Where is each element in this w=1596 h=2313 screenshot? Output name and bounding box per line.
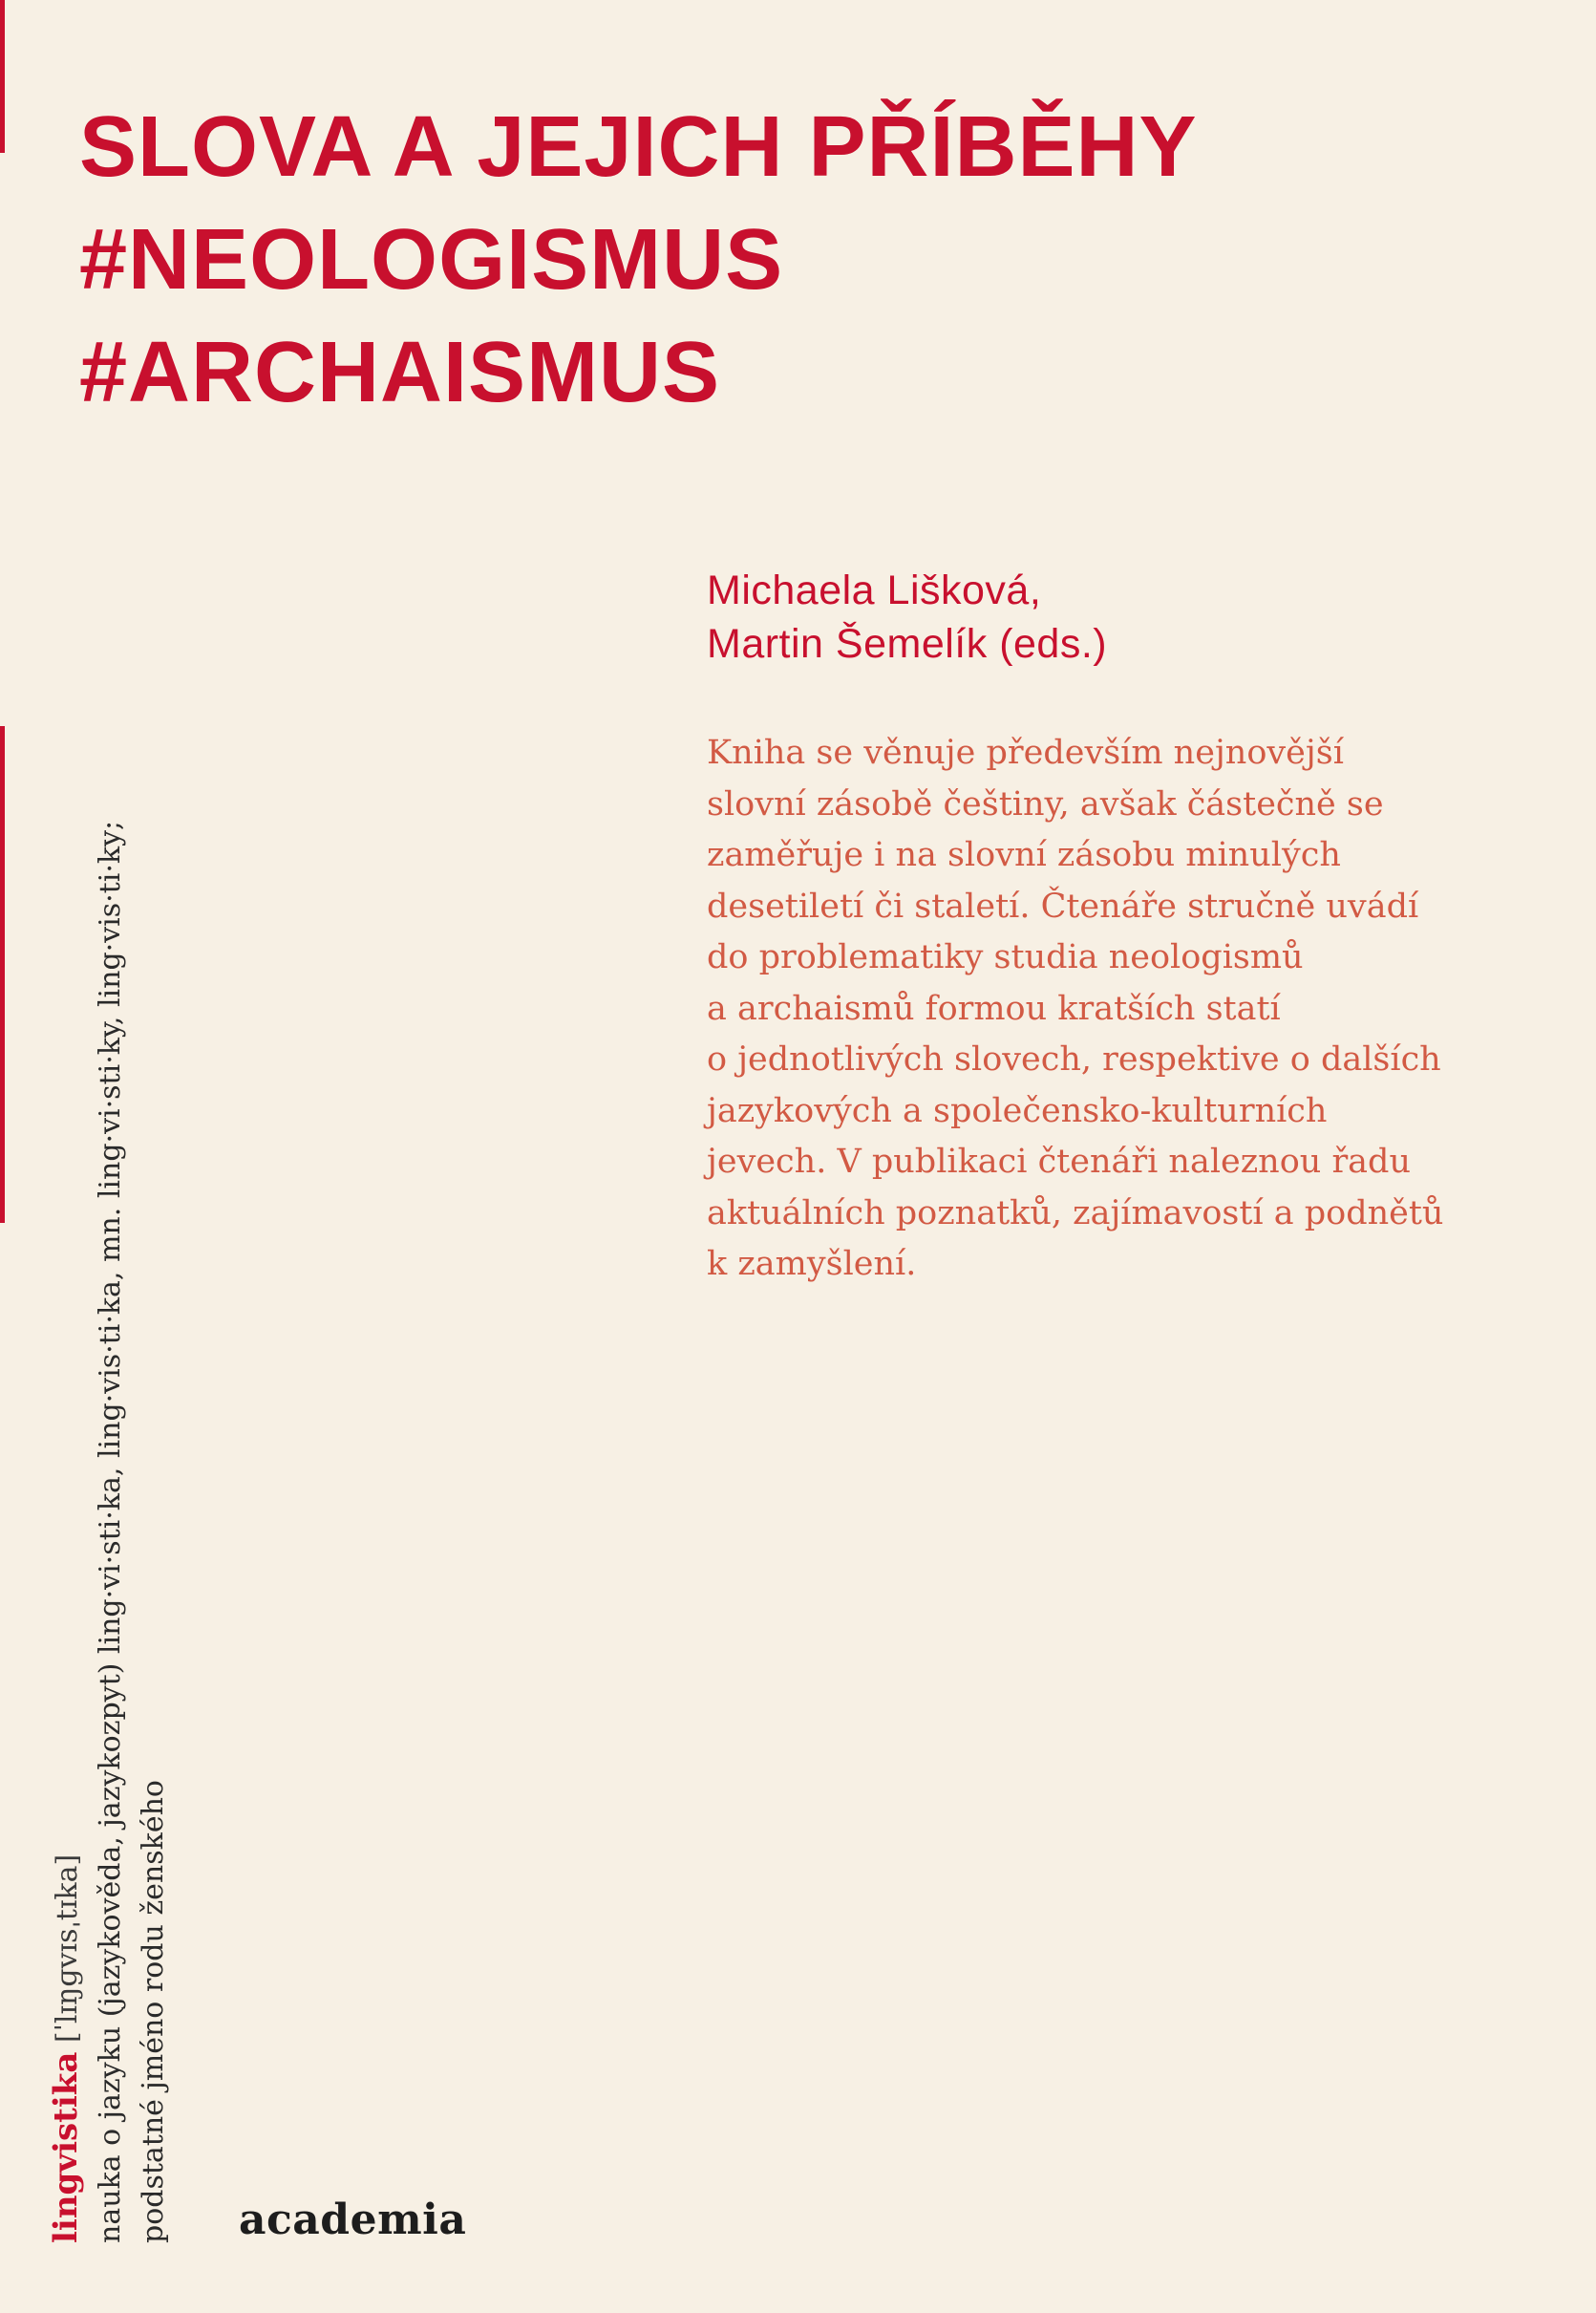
description-line: jazykových a společensko-kulturních: [707, 1091, 1328, 1130]
publisher-logo: academia: [239, 2195, 467, 2244]
description-line: zaměřuje i na slovní zásobu minulých: [707, 836, 1341, 874]
description-line: Kniha se věnuje především nejnovější: [707, 734, 1344, 772]
description-line: desetiletí či staletí. Čtenáře stručně uvádí: [707, 887, 1419, 926]
title-line: SLOVA A JEJICH PŘÍBĚHY: [79, 99, 1198, 195]
description-line: jevech. V publikaci čtenáři naleznou řadu: [707, 1143, 1411, 1181]
author-line: Michaela Lišková,: [707, 568, 1042, 613]
description-line: slovní zásobě češtiny, avšak částečně se: [707, 784, 1384, 824]
dictionary-headline: [45, 638, 89, 2243]
edge-accent-bar-top: [0, 0, 5, 153]
dictionary-definition: nauka o jazyku (jazykověda, jazykozpyt) ling·vi·sti·ka, ling·vis·ti·ka, mn. ling·vi·sti·ky, ling·vis·ti·ky;: [94, 820, 127, 2243]
description-line: aktuálních poznatků, zajímavostí a podnětů: [707, 1193, 1444, 1232]
description-line: do problematiky studia neologismů: [707, 938, 1304, 976]
description-line: o jednotlivých slovech, respektive o dalších: [707, 1040, 1441, 1079]
dictionary-grammar-note: podstatné jméno rodu ženského: [137, 1780, 170, 2243]
author-line: Martin Šemelík (eds.): [707, 621, 1108, 667]
description-line: a archaismů formou kratších statí: [707, 989, 1281, 1028]
dictionary-pronunciation: [ˈlɪŋɡvɪsˌtɪka]: [51, 1853, 84, 2044]
authors: [707, 564, 1107, 671]
title-line: #NEOLOGISMUS: [79, 212, 784, 308]
dictionary-headword: lingvistika: [47, 2051, 85, 2243]
book-description: [707, 728, 1547, 1291]
title-line: #ARCHAISMUS: [79, 325, 721, 420]
book-title: [79, 91, 1198, 429]
dictionary-entry: [45, 638, 175, 2243]
description-line: k zamyšlení.: [707, 1245, 917, 1283]
edge-accent-bar-middle: [0, 726, 5, 1223]
